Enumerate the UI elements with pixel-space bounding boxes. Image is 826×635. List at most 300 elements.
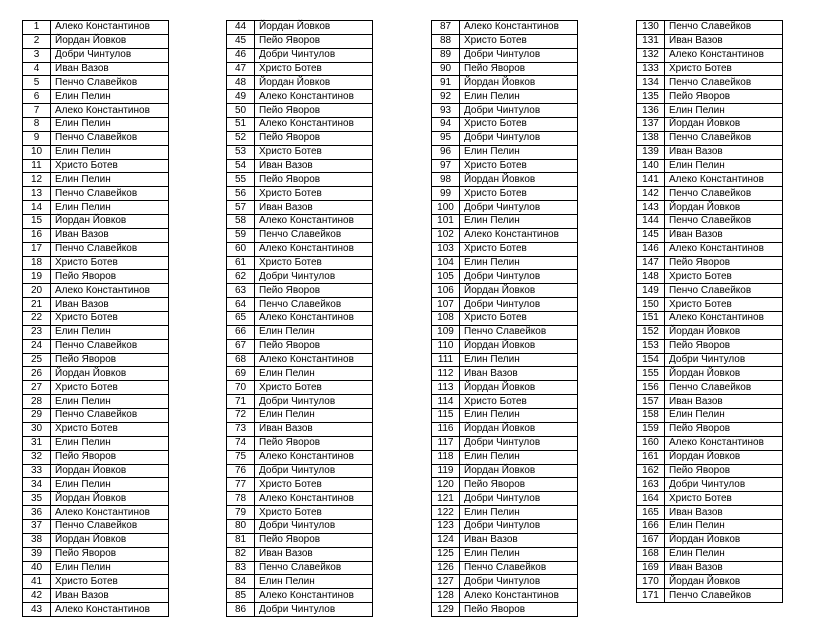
row-number: 71 xyxy=(227,395,255,409)
author-name: Христо Ботев xyxy=(255,506,373,520)
table-row xyxy=(23,464,169,478)
row-number: 135 xyxy=(637,90,665,104)
table-row xyxy=(23,603,169,617)
table-row xyxy=(637,34,783,48)
row-number: 43 xyxy=(23,603,51,617)
row-number: 102 xyxy=(432,228,460,242)
table-row xyxy=(637,381,783,395)
table-row xyxy=(432,409,578,423)
row-number: 91 xyxy=(432,76,460,90)
table-row xyxy=(432,519,578,533)
table-row xyxy=(227,62,373,76)
table-row xyxy=(23,284,169,298)
table-row xyxy=(227,76,373,90)
row-number: 115 xyxy=(432,409,460,423)
row-number: 79 xyxy=(227,506,255,520)
table-row xyxy=(23,145,169,159)
author-name: Йордан Йовков xyxy=(460,381,578,395)
row-number: 155 xyxy=(637,367,665,381)
table-row xyxy=(637,353,783,367)
author-name: Христо Ботев xyxy=(51,575,169,589)
author-name: Елин Пелин xyxy=(665,159,783,173)
row-number: 165 xyxy=(637,506,665,520)
row-number: 24 xyxy=(23,339,51,353)
table-row xyxy=(432,339,578,353)
author-name: Христо Ботев xyxy=(255,62,373,76)
table-row xyxy=(637,104,783,118)
table-row xyxy=(637,21,783,35)
row-number: 16 xyxy=(23,228,51,242)
table-row xyxy=(23,21,169,35)
table-row xyxy=(432,395,578,409)
table-row xyxy=(432,603,578,617)
table-row xyxy=(227,298,373,312)
author-name: Добри Чинтулов xyxy=(460,270,578,284)
table-row xyxy=(432,367,578,381)
author-name: Елин Пелин xyxy=(51,478,169,492)
row-number: 41 xyxy=(23,575,51,589)
table-row xyxy=(23,90,169,104)
author-name: Пенчо Славейков xyxy=(665,284,783,298)
table-row xyxy=(432,48,578,62)
table-row xyxy=(23,228,169,242)
author-name: Йордан Йовков xyxy=(665,118,783,132)
author-name: Добри Чинтулов xyxy=(665,478,783,492)
author-name: Пейо Яворов xyxy=(51,547,169,561)
author-name: Христо Ботев xyxy=(460,187,578,201)
row-number: 59 xyxy=(227,228,255,242)
author-name: Иван Вазов xyxy=(665,228,783,242)
author-name: Алеко Константинов xyxy=(255,312,373,326)
author-name: Елин Пелин xyxy=(460,145,578,159)
author-name: Алеко Константинов xyxy=(665,312,783,326)
author-name: Алеко Константинов xyxy=(51,21,169,35)
row-number: 145 xyxy=(637,228,665,242)
row-number: 166 xyxy=(637,519,665,533)
author-name: Елин Пелин xyxy=(51,561,169,575)
row-number: 103 xyxy=(432,242,460,256)
table-row xyxy=(432,145,578,159)
table-row xyxy=(432,353,578,367)
author-name: Йордан Йовков xyxy=(665,367,783,381)
author-name: Елин Пелин xyxy=(665,519,783,533)
row-number: 147 xyxy=(637,256,665,270)
row-number: 65 xyxy=(227,312,255,326)
table-row xyxy=(23,76,169,90)
table-row xyxy=(432,325,578,339)
table-row xyxy=(432,589,578,603)
table-row xyxy=(432,159,578,173)
row-number: 48 xyxy=(227,76,255,90)
author-name: Добри Чинтулов xyxy=(255,603,373,617)
author-name: Елин Пелин xyxy=(51,395,169,409)
table-row xyxy=(637,575,783,589)
row-number: 168 xyxy=(637,547,665,561)
row-number: 92 xyxy=(432,90,460,104)
author-name: Пенчо Славейков xyxy=(51,187,169,201)
row-number: 104 xyxy=(432,256,460,270)
row-number: 21 xyxy=(23,298,51,312)
row-number: 83 xyxy=(227,561,255,575)
table-row xyxy=(432,533,578,547)
author-name: Пенчо Славейков xyxy=(51,76,169,90)
row-number: 121 xyxy=(432,492,460,506)
author-name: Пейо Яворов xyxy=(255,173,373,187)
row-number: 68 xyxy=(227,353,255,367)
author-name: Добри Чинтулов xyxy=(460,492,578,506)
table-row xyxy=(637,284,783,298)
author-name: Алеко Константинов xyxy=(665,48,783,62)
row-number: 109 xyxy=(432,325,460,339)
table-row xyxy=(637,145,783,159)
table-row xyxy=(227,547,373,561)
row-number: 112 xyxy=(432,367,460,381)
row-number: 50 xyxy=(227,104,255,118)
table-row xyxy=(227,90,373,104)
table-row xyxy=(23,242,169,256)
author-name: Пенчо Славейков xyxy=(51,242,169,256)
row-number: 7 xyxy=(23,104,51,118)
author-name: Пенчо Славейков xyxy=(51,409,169,423)
table-row xyxy=(23,159,169,173)
author-name: Христо Ботев xyxy=(51,159,169,173)
table-row xyxy=(637,242,783,256)
row-number: 97 xyxy=(432,159,460,173)
author-name: Алеко Константинов xyxy=(51,506,169,520)
author-name: Елин Пелин xyxy=(255,367,373,381)
table-row xyxy=(637,256,783,270)
table-row xyxy=(432,242,578,256)
author-name: Добри Чинтулов xyxy=(255,48,373,62)
table-row xyxy=(23,256,169,270)
names-table-2 xyxy=(226,20,373,617)
row-number: 137 xyxy=(637,118,665,132)
row-number: 30 xyxy=(23,422,51,436)
row-number: 110 xyxy=(432,339,460,353)
row-number: 123 xyxy=(432,519,460,533)
row-number: 131 xyxy=(637,34,665,48)
author-name: Добри Чинтулов xyxy=(460,519,578,533)
row-number: 129 xyxy=(432,603,460,617)
row-number: 47 xyxy=(227,62,255,76)
author-name: Христо Ботев xyxy=(460,312,578,326)
author-name: Добри Чинтулов xyxy=(255,270,373,284)
table-row xyxy=(23,561,169,575)
table-row xyxy=(637,436,783,450)
table-row xyxy=(23,381,169,395)
row-number: 32 xyxy=(23,450,51,464)
author-name: Елин Пелин xyxy=(460,409,578,423)
author-name: Пейо Яворов xyxy=(51,450,169,464)
table-row xyxy=(637,90,783,104)
row-number: 143 xyxy=(637,201,665,215)
table-row xyxy=(637,367,783,381)
table-row xyxy=(23,395,169,409)
author-name: Добри Чинтулов xyxy=(51,48,169,62)
row-number: 88 xyxy=(432,34,460,48)
row-number: 128 xyxy=(432,589,460,603)
table-row xyxy=(432,270,578,284)
table-row xyxy=(637,533,783,547)
row-number: 162 xyxy=(637,464,665,478)
table-row xyxy=(432,492,578,506)
author-name: Алеко Константинов xyxy=(665,436,783,450)
table-row xyxy=(637,506,783,520)
table-row xyxy=(432,76,578,90)
table-row xyxy=(23,270,169,284)
author-name: Иван Вазов xyxy=(51,589,169,603)
table-row xyxy=(432,422,578,436)
row-number: 23 xyxy=(23,325,51,339)
row-number: 99 xyxy=(432,187,460,201)
author-name: Добри Чинтулов xyxy=(460,575,578,589)
table-row xyxy=(227,284,373,298)
author-name: Пенчо Славейков xyxy=(51,519,169,533)
author-name: Йордан Йовков xyxy=(460,339,578,353)
author-name: Иван Вазов xyxy=(460,367,578,381)
table-row xyxy=(23,339,169,353)
author-name: Добри Чинтулов xyxy=(255,464,373,478)
table-row xyxy=(637,228,783,242)
row-number: 108 xyxy=(432,312,460,326)
author-name: Пенчо Славейков xyxy=(665,215,783,229)
author-name: Йордан Йовков xyxy=(460,284,578,298)
table-row xyxy=(227,395,373,409)
row-number: 17 xyxy=(23,242,51,256)
author-name: Иван Вазов xyxy=(665,395,783,409)
row-number: 36 xyxy=(23,506,51,520)
row-number: 100 xyxy=(432,201,460,215)
author-name: Христо Ботев xyxy=(665,298,783,312)
row-number: 142 xyxy=(637,187,665,201)
author-name: Пейо Яворов xyxy=(665,256,783,270)
table-row xyxy=(23,215,169,229)
author-name: Йордан Йовков xyxy=(460,76,578,90)
author-name: Добри Чинтулов xyxy=(460,201,578,215)
row-number: 119 xyxy=(432,464,460,478)
table-row xyxy=(23,478,169,492)
table-row xyxy=(23,62,169,76)
row-number: 127 xyxy=(432,575,460,589)
row-number: 11 xyxy=(23,159,51,173)
table-row xyxy=(637,478,783,492)
row-number: 55 xyxy=(227,173,255,187)
table-row xyxy=(637,464,783,478)
author-name: Добри Чинтулов xyxy=(665,353,783,367)
table-row xyxy=(227,339,373,353)
author-name: Пенчо Славейков xyxy=(665,187,783,201)
table-row xyxy=(23,173,169,187)
row-number: 45 xyxy=(227,34,255,48)
author-name: Христо Ботев xyxy=(255,256,373,270)
row-number: 29 xyxy=(23,409,51,423)
table-row xyxy=(227,533,373,547)
table-row xyxy=(432,464,578,478)
table-row xyxy=(23,48,169,62)
names-table-1 xyxy=(22,20,169,617)
row-number: 161 xyxy=(637,450,665,464)
table-row xyxy=(227,464,373,478)
table-row xyxy=(227,145,373,159)
row-number: 148 xyxy=(637,270,665,284)
author-name: Елин Пелин xyxy=(51,118,169,132)
row-number: 58 xyxy=(227,215,255,229)
author-name: Христо Ботев xyxy=(460,242,578,256)
author-name: Иван Вазов xyxy=(255,547,373,561)
author-name: Пенчо Славейков xyxy=(665,589,783,603)
author-name: Иван Вазов xyxy=(460,533,578,547)
author-name: Алеко Константинов xyxy=(665,242,783,256)
row-number: 101 xyxy=(432,215,460,229)
row-number: 133 xyxy=(637,62,665,76)
row-number: 33 xyxy=(23,464,51,478)
row-number: 89 xyxy=(432,48,460,62)
table-row xyxy=(227,34,373,48)
table-row xyxy=(637,547,783,561)
author-name: Алеко Константинов xyxy=(255,215,373,229)
author-name: Иван Вазов xyxy=(255,159,373,173)
author-name: Пенчо Славейков xyxy=(460,325,578,339)
row-number: 46 xyxy=(227,48,255,62)
table-row xyxy=(637,492,783,506)
row-number: 19 xyxy=(23,270,51,284)
table-row xyxy=(23,325,169,339)
row-number: 74 xyxy=(227,436,255,450)
table-row xyxy=(637,48,783,62)
author-name: Добри Чинтулов xyxy=(255,519,373,533)
table-row xyxy=(227,436,373,450)
row-number: 116 xyxy=(432,422,460,436)
table-row xyxy=(432,215,578,229)
table-row xyxy=(227,589,373,603)
row-number: 39 xyxy=(23,547,51,561)
row-number: 157 xyxy=(637,395,665,409)
table-row xyxy=(432,506,578,520)
author-name: Пенчо Славейков xyxy=(460,561,578,575)
table-row xyxy=(637,215,783,229)
author-name: Пенчо Славейков xyxy=(51,339,169,353)
table-row xyxy=(227,506,373,520)
row-number: 151 xyxy=(637,312,665,326)
table-row xyxy=(637,270,783,284)
table-row xyxy=(227,173,373,187)
author-name: Елин Пелин xyxy=(51,173,169,187)
table-row xyxy=(227,48,373,62)
author-name: Елин Пелин xyxy=(51,201,169,215)
author-name: Елин Пелин xyxy=(460,90,578,104)
row-number: 12 xyxy=(23,173,51,187)
row-number: 4 xyxy=(23,62,51,76)
author-name: Иван Вазов xyxy=(665,561,783,575)
row-number: 18 xyxy=(23,256,51,270)
row-number: 34 xyxy=(23,478,51,492)
row-number: 52 xyxy=(227,131,255,145)
table-row xyxy=(637,187,783,201)
row-number: 111 xyxy=(432,353,460,367)
author-name: Алеко Константинов xyxy=(255,118,373,132)
table-row xyxy=(23,519,169,533)
row-number: 25 xyxy=(23,353,51,367)
table-row xyxy=(432,187,578,201)
author-name: Алеко Константинов xyxy=(51,104,169,118)
table-row xyxy=(637,312,783,326)
author-name: Добри Чинтулов xyxy=(460,104,578,118)
table-row xyxy=(227,325,373,339)
table-row xyxy=(227,21,373,35)
row-number: 171 xyxy=(637,589,665,603)
row-number: 51 xyxy=(227,118,255,132)
author-name: Пенчо Славейков xyxy=(665,381,783,395)
author-name: Христо Ботев xyxy=(51,422,169,436)
table-row xyxy=(227,561,373,575)
author-name: Йордан Йовков xyxy=(460,173,578,187)
table-row xyxy=(23,589,169,603)
author-name: Христо Ботев xyxy=(665,62,783,76)
author-name: Пенчо Славейков xyxy=(255,228,373,242)
table-row xyxy=(227,575,373,589)
row-number: 69 xyxy=(227,367,255,381)
row-number: 49 xyxy=(227,90,255,104)
author-name: Йордан Йовков xyxy=(51,464,169,478)
author-name: Алеко Константинов xyxy=(51,284,169,298)
author-name: Алеко Константинов xyxy=(460,228,578,242)
table-row xyxy=(227,312,373,326)
table-row xyxy=(23,34,169,48)
names-table-4 xyxy=(636,20,783,603)
author-name: Алеко Константинов xyxy=(665,173,783,187)
author-name: Иван Вазов xyxy=(51,62,169,76)
author-name: Пейо Яворов xyxy=(255,339,373,353)
author-name: Алеко Константинов xyxy=(460,589,578,603)
table-row xyxy=(23,506,169,520)
table-row xyxy=(23,492,169,506)
table-row xyxy=(227,270,373,284)
row-number: 156 xyxy=(637,381,665,395)
row-number: 160 xyxy=(637,436,665,450)
author-name: Христо Ботев xyxy=(255,381,373,395)
row-number: 153 xyxy=(637,339,665,353)
row-number: 54 xyxy=(227,159,255,173)
table-row xyxy=(23,533,169,547)
author-name: Йордан Йовков xyxy=(51,34,169,48)
row-number: 86 xyxy=(227,603,255,617)
table-row xyxy=(227,242,373,256)
row-number: 76 xyxy=(227,464,255,478)
author-name: Христо Ботев xyxy=(255,145,373,159)
row-number: 53 xyxy=(227,145,255,159)
author-name: Йордан Йовков xyxy=(665,450,783,464)
author-name: Елин Пелин xyxy=(255,409,373,423)
table-row xyxy=(23,201,169,215)
row-number: 94 xyxy=(432,118,460,132)
table-row xyxy=(432,90,578,104)
row-number: 90 xyxy=(432,62,460,76)
table-row xyxy=(637,339,783,353)
author-name: Пенчо Славейков xyxy=(665,76,783,90)
row-number: 77 xyxy=(227,478,255,492)
row-number: 150 xyxy=(637,298,665,312)
author-name: Добри Чинтулов xyxy=(460,436,578,450)
row-number: 152 xyxy=(637,325,665,339)
table-row xyxy=(432,450,578,464)
row-number: 56 xyxy=(227,187,255,201)
row-number: 146 xyxy=(637,242,665,256)
author-name: Елин Пелин xyxy=(460,353,578,367)
table-row xyxy=(432,104,578,118)
author-name: Елин Пелин xyxy=(665,409,783,423)
row-number: 67 xyxy=(227,339,255,353)
row-number: 124 xyxy=(432,533,460,547)
